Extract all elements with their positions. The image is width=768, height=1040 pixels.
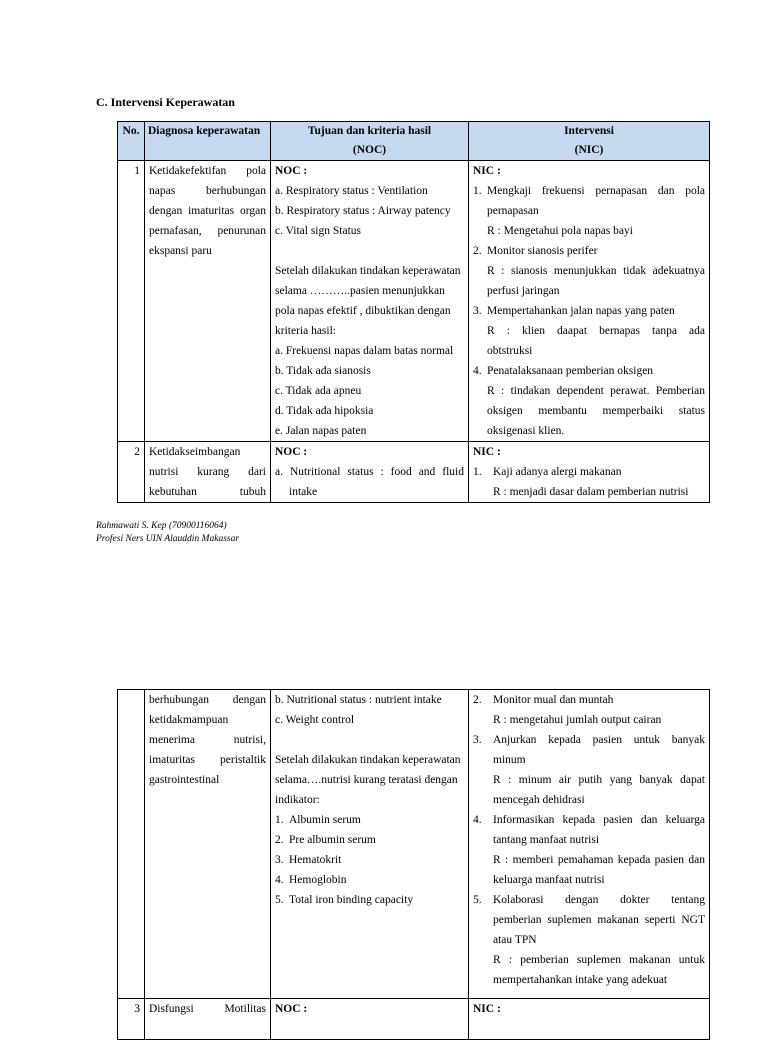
diagnosa-cell: Ketidakefektifan pola napas berhubungan dengan imaturitas organ pernafasan, penurunan ekspansi paru [145, 161, 271, 442]
header-intervensi: Intervensi (NIC) [469, 122, 710, 161]
nic-item: 5. Kolaborasi dengan dokter tentang pemberian suplemen makanan seperti NGT atau TPN R : pemberian suplemen makanan untuk mempertahankan intake yang adekuat [473, 894, 705, 986]
intervention-table [117, 121, 710, 503]
intervention-table-continued [117, 689, 710, 1040]
row-number: 1 [118, 161, 145, 442]
noc-cell: b. Nutritional status : nutrient intake c. Weight control Setelah dilakukan tindakan keperawatan selama….nutrisi kurang teratasi dengan indikator: 1. Albumin serum 2. Pre albumin serum 3. Hematokrit 4. Hemoglobin 5. Total iron binding capacity [271, 690, 469, 999]
footer-author: Rahmawati S. Kep (70900116064) [96, 521, 227, 531]
noc-cell: NOC : a. Respiratory status : Ventilation b. Respiratory status : Airway patency c. Vital sign Status Setelah dilakukan tindakan keperawatan selama ………..pasien menunjukkan pola napas efektif , dibuktikan dengan kriteria hasil: a. Frekuensi napas dalam batas normal b. Tidak ada sianosis c. Tidak ada apneu d. Tidak ada hipoksia e. Jalan napas paten [271, 161, 469, 442]
row-number: 3 [118, 999, 145, 1040]
table-header-row [118, 122, 710, 161]
nic-item: 1. Kaji adanya alergi makanan R : menjadi dasar dalam pemberian nutrisi [473, 466, 689, 498]
header-diagnosa: Diagnosa keperawatan [145, 122, 271, 161]
row-number: 2 [118, 442, 145, 503]
table-row [118, 442, 710, 503]
nic-item: 2. Monitor mual dan muntah R : mengetahui jumlah output cairan [473, 694, 662, 726]
nic-item: 1. Mengkaji frekuensi pernapasan dan pola pernapasan R : Mengetahui pola napas bayi [473, 185, 705, 237]
nic-cell: NIC : 1. Mengkaji frekuensi pernapasan dan pola pernapasan R : Mengetahui pola napas bayi 2. Monitor sianosis perifer R : sianosis menunjukkan tidak adekuatnya perfusi jaringan 3. Mempertahankan jalan napas yang paten R : klien daapat bernapas tanpa ada obtstruksi 4. Penatalaksanaan pemberian oksigen R : tindakan dependent perawat. Pemberian oksigen membantu memperbaiki status oksigenasi klien. [469, 161, 710, 442]
table-row [118, 690, 710, 999]
indicator-item: 4. Hemoglobin [275, 874, 347, 886]
nic-item: 3. Mempertahankan jalan napas yang paten R : klien daapat bernapas tanpa ada obtstruksi [473, 305, 705, 357]
footer-institution: Profesi Ners UIN Alauddin Makassar [96, 534, 240, 544]
noc-cell: NOC : [271, 999, 469, 1040]
nic-item: 4. Penatalaksanaan pemberian oksigen R : tindakan dependent perawat. Pemberian oksigen membantu memperbaiki status oksigenasi klien. [473, 365, 705, 437]
nic-cell [469, 690, 710, 999]
diagnosa-cell: Ketidakseimbangan nutrisi kurang dari kebutuhan tubuh [145, 442, 271, 503]
table-row [118, 161, 710, 442]
table-row [118, 999, 710, 1040]
noc-cell: NOC : a. Nutritional status : food and fluid intake [271, 442, 469, 503]
indicator-item: 2. Pre albumin serum [275, 834, 376, 846]
row-number [118, 690, 145, 999]
section-heading: C. Intervensi Keperawatan [96, 95, 235, 109]
nic-cell: NIC : [469, 999, 710, 1040]
diagnosa-cell: Disfungsi Motilitas [145, 999, 271, 1040]
header-tujuan: Tujuan dan kriteria hasil (NOC) [271, 122, 469, 161]
nic-item: 2. Monitor sianosis perifer R : sianosis menunjukkan tidak adekuatnya perfusi jaringan [473, 245, 705, 297]
nic-item: 4. Informasikan kepada pasien dan keluarga tantang manfaat nutrisi R : memberi pemahaman kepada pasien dan keluarga manfaat nutrisi [473, 814, 705, 886]
nic-cell: NIC : 1. Kaji adanya alergi makanan R : menjadi dasar dalam pemberian nutrisi [469, 442, 710, 503]
indicator-item: 3. Hematokrit [275, 854, 342, 866]
header-no: No. [118, 122, 145, 161]
nic-item: 3. Anjurkan kepada pasien untuk banyak minum R : minum air putih yang banyak dapat mencegah dehidrasi [473, 734, 705, 806]
diagnosa-cell: berhubungan dengan ketidakmampuan menerima nutrisi, imaturitas peristaltik gastrointestinal [145, 690, 271, 999]
page-footer [96, 520, 239, 546]
indicator-item: 1. Albumin serum [275, 814, 361, 826]
indicator-item: 5. Total iron binding capacity [275, 894, 414, 906]
